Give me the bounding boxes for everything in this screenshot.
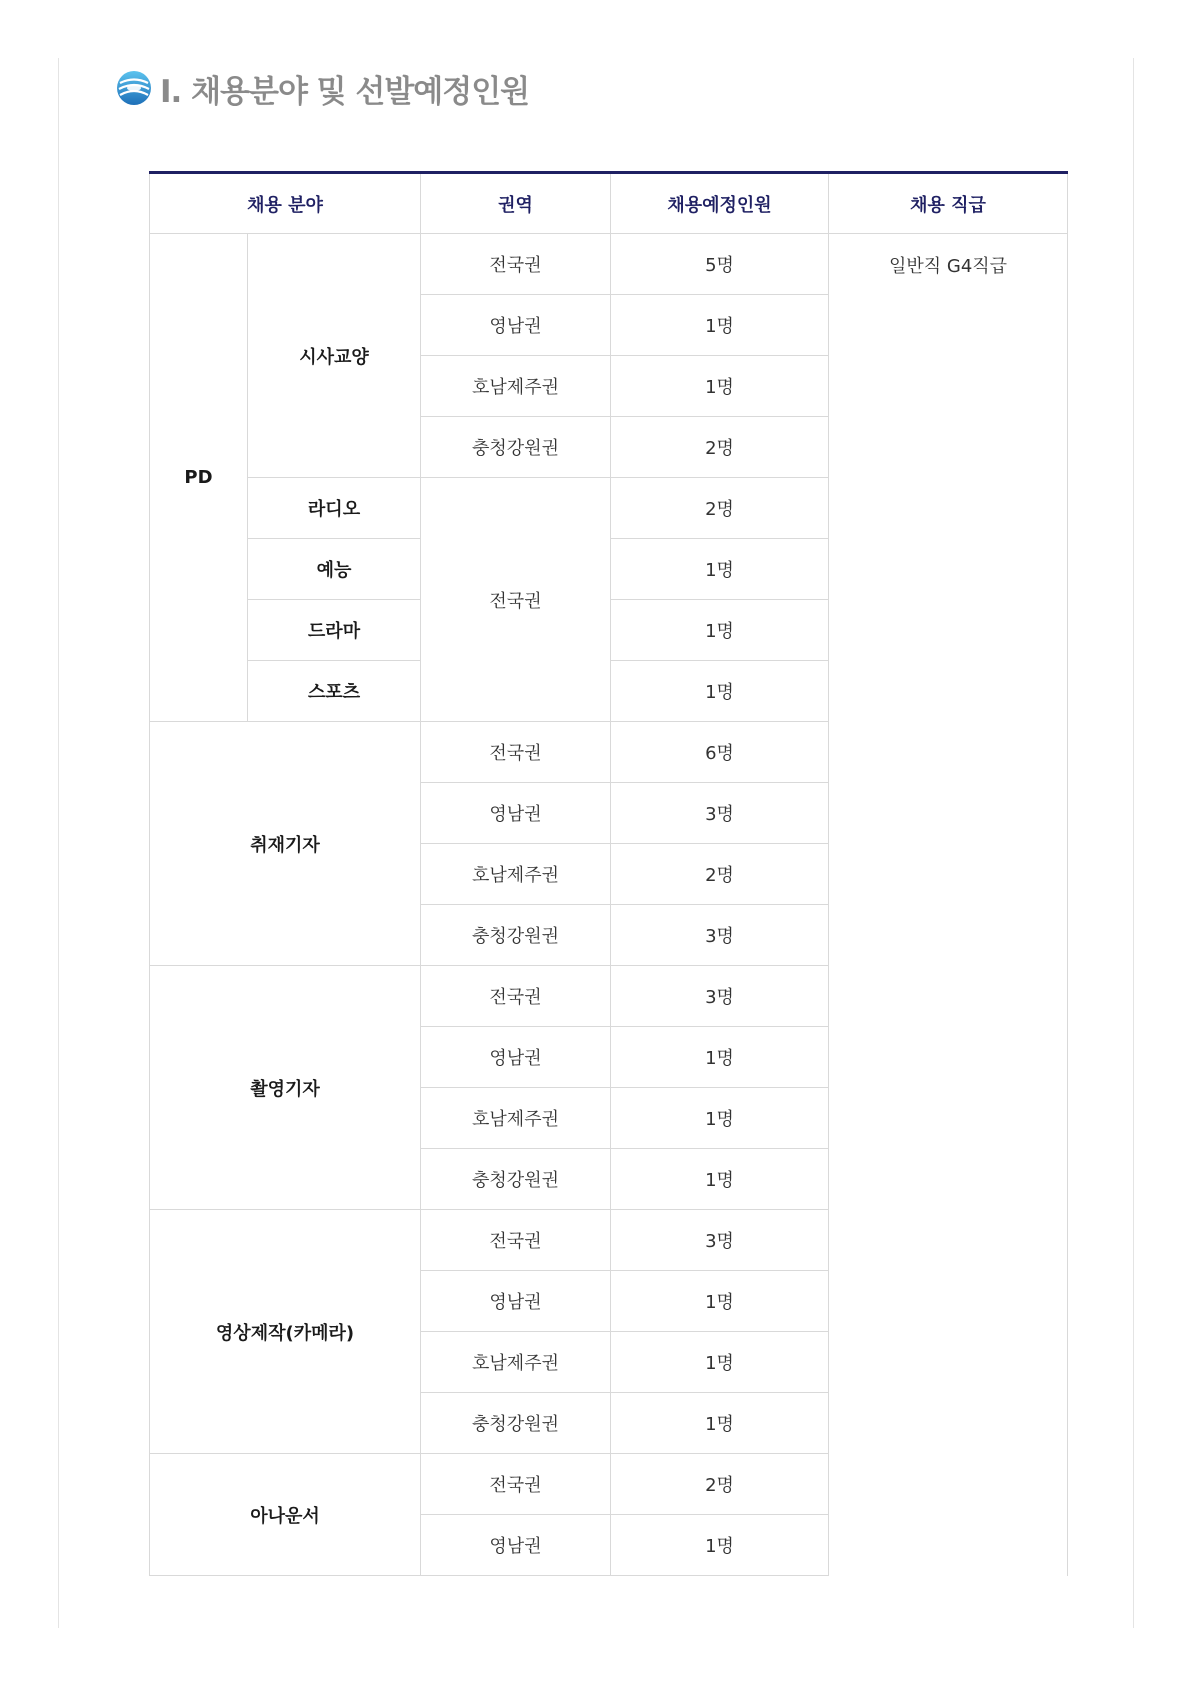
count-cell: 3명 [611, 1210, 829, 1271]
subfield-entertainment: 예능 [248, 539, 421, 600]
count-cell: 1명 [611, 1332, 829, 1393]
count-cell: 3명 [611, 905, 829, 966]
count-cell: 1명 [611, 356, 829, 417]
header-field: 채용 분야 [150, 173, 421, 234]
header-count: 채용예정인원 [611, 173, 829, 234]
table-row [150, 234, 1068, 295]
count-cell: 1명 [611, 1271, 829, 1332]
count-cell: 1명 [611, 295, 829, 356]
count-cell: 1명 [611, 661, 829, 722]
region-cell: 충청강원권 [421, 905, 611, 966]
region-cell: 호남제주권 [421, 356, 611, 417]
count-cell: 1명 [611, 1515, 829, 1576]
count-cell: 1명 [611, 1393, 829, 1454]
count-cell: 5명 [611, 234, 829, 295]
section-heading [116, 68, 529, 108]
count-cell: 1명 [611, 1027, 829, 1088]
region-cell: 충청강원권 [421, 1149, 611, 1210]
field-video-production: 영상제작(카메라) [150, 1210, 421, 1454]
section-title: I. 채용분야 및 선발예정인원 [160, 73, 530, 110]
page-guide-right [1133, 58, 1134, 1628]
region-cell: 호남제주권 [421, 1332, 611, 1393]
header-grade: 채용 직급 [829, 173, 1068, 234]
region-cell: 영남권 [421, 295, 611, 356]
region-cell: 충청강원권 [421, 417, 611, 478]
subfield-sports: 스포츠 [248, 661, 421, 722]
region-cell: 영남권 [421, 1515, 611, 1576]
subfield-radio: 라디오 [248, 478, 421, 539]
field-reporter: 취재기자 [150, 722, 421, 966]
broadcaster-logo-icon [116, 70, 152, 106]
count-cell: 1명 [611, 600, 829, 661]
region-cell: 전국권 [421, 1210, 611, 1271]
field-camera-reporter: 촬영기자 [150, 966, 421, 1210]
region-cell: 호남제주권 [421, 844, 611, 905]
page-guide-left [58, 58, 59, 1628]
region-cell: 영남권 [421, 1271, 611, 1332]
subfield-drama: 드라마 [248, 600, 421, 661]
region-cell: 전국권 [421, 478, 611, 722]
subfield-sisa: 시사교양 [248, 234, 421, 478]
region-cell: 호남제주권 [421, 1088, 611, 1149]
count-cell: 2명 [611, 417, 829, 478]
recruitment-table [149, 171, 1068, 1576]
table-header-row [150, 173, 1068, 234]
field-announcer: 아나운서 [150, 1454, 421, 1576]
header-region: 권역 [421, 173, 611, 234]
region-cell: 전국권 [421, 1454, 611, 1515]
field-pd: PD [150, 234, 248, 722]
region-cell: 충청강원권 [421, 1393, 611, 1454]
region-cell: 전국권 [421, 234, 611, 295]
count-cell: 1명 [611, 1088, 829, 1149]
count-cell: 2명 [611, 478, 829, 539]
count-cell: 2명 [611, 1454, 829, 1515]
region-cell: 영남권 [421, 1027, 611, 1088]
count-cell: 3명 [611, 966, 829, 1027]
count-cell: 2명 [611, 844, 829, 905]
count-cell: 6명 [611, 722, 829, 783]
region-cell: 영남권 [421, 783, 611, 844]
count-cell: 1명 [611, 1149, 829, 1210]
grade-cell: 일반직 G4직급 [829, 234, 1068, 1576]
count-cell: 1명 [611, 539, 829, 600]
region-cell: 전국권 [421, 966, 611, 1027]
region-cell: 전국권 [421, 722, 611, 783]
count-cell: 3명 [611, 783, 829, 844]
